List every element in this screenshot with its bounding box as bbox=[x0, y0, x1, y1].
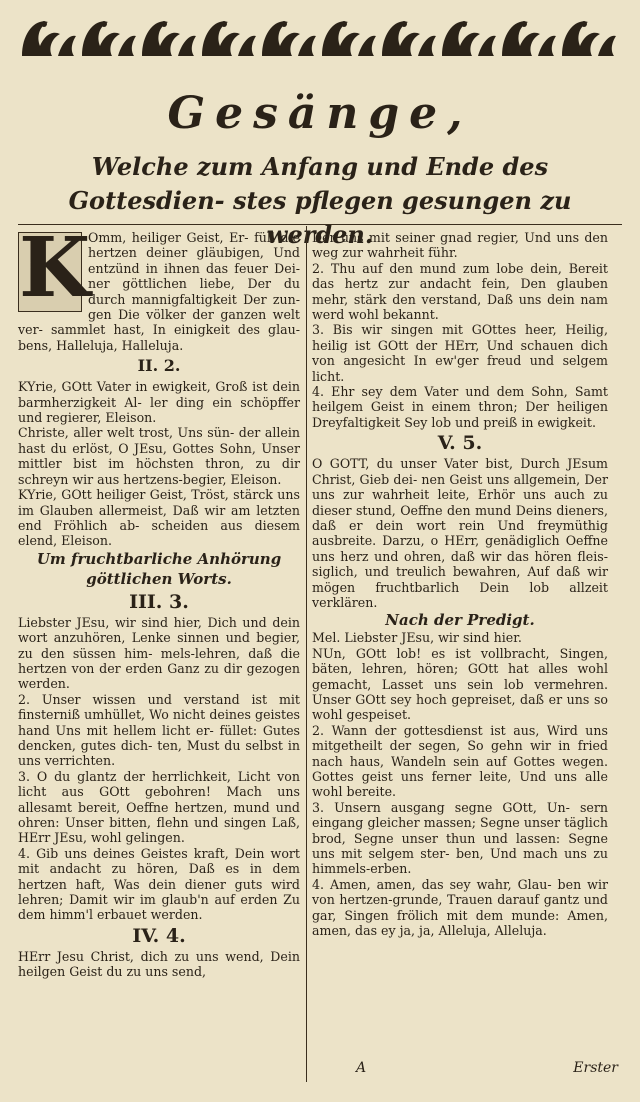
page-footer bbox=[312, 1060, 618, 1084]
hymn-5-text: O GOTT, du unser Vater bist, Durch JEsum Christ, Gieb dei- nen Geist uns allgemein, Der uns zur wahrheit leite, Erhör uns auch zu dieser stund, Oeffne den mund Deins dieners, daß er dein wort rein Und freymüthig ausbreite. Darzu, o HErr, genädiglich Oeffne uns herz und ohren, daß wir das hören fleis- siglich, und treulich bewahren, Auf daß wir mögen fruchtbarlich Dein lob allzeit verklären. bbox=[312, 456, 608, 610]
hymn-3-verse-1: Liebster JEsu, wir sind hier, Dich und dein wort anzuhören, Lenke sinnen und begier, zu den süssen him- mels-lehren, daß die hertzen von der erden Ganz zu dir gezogen werden. bbox=[18, 614, 300, 692]
hymn-2-verse-2: Christe, aller welt trost, Uns sün- der allein hast du erlöst, O JEsu, Gottes Sohn, Unser mittler bist im höchsten thron, zu dir schreyn wir aus hertzens-begier, Eleison. bbox=[18, 425, 300, 487]
hymn-6-verse-2: 2. Wann der gottesdienst ist aus, Wird uns mitgetheilt der segen, So gehn wir in fried nach haus, Wandeln sein auf Gottes wegen. Gottes geist uns ferner leite, Und uns alle wohl bereite. bbox=[312, 722, 608, 800]
signature-mark: A bbox=[356, 1060, 367, 1076]
page-title: Gesänge, bbox=[167, 88, 473, 139]
column-divider bbox=[306, 226, 307, 1082]
hymn-2-verse-3: KYrie, GOtt heiliger Geist, Tröst, stärck uns im Glauben allermeist, Daß wir am letzten end Fröhlich ab- scheiden aus diesem elend, Eleison. bbox=[18, 487, 300, 549]
hymn-6-verse-3: 3. Unsern ausgang segne GOtt, Un- sern eingang gleicher massen; Segne unser täglich brod, Segne unser thun und lassen: Segne uns mit selgem ster- ben, Und mach uns zu himmels-erben. bbox=[312, 799, 608, 877]
catchword: Erster bbox=[573, 1060, 618, 1076]
hymn-4-verse-3: 3. Bis wir singen mit GOttes heer, Heilig, heilig ist GOtt der HErr, Und schauen dich von angesicht In ew'ger freud und selgem licht. bbox=[312, 322, 608, 384]
hymn-3-verse-3: 3. O du glantz der herrlichkeit, Licht von licht aus GOtt gebohren! Mach uns allesamt bereit, Oeffne hertzen, mund und ohren: Unser bitten, flehn und singen Laß, HErr JEsu, wohl gelingen. bbox=[18, 768, 300, 846]
hymn-3-heading: III. 3. bbox=[129, 590, 189, 613]
hymn-4-heading: IV. 4. bbox=[132, 924, 186, 947]
left-column bbox=[18, 220, 300, 980]
hymn-3-verse-2: 2. Unser wissen und verstand ist mit finsterniß umhüllet, Wo nicht deines geistes hand Uns mit hellem licht er- füllet: Gutes dencken, gutes dich- ten, Must du selbst in uns verrichten. bbox=[18, 691, 300, 769]
hymn-2-heading: II. 2. bbox=[137, 356, 181, 376]
hymn-4-cont: Der uns mit seiner gnad regier, Und uns den weg zur wahrheit führ. bbox=[312, 230, 608, 261]
hymn-2-verse-1: KYrie, GOtt Vater in ewigkeit, Groß ist dein barmherzigkeit Al- ler ding ein schöpffer und regierer, Eleison. bbox=[18, 379, 300, 426]
hymn-4-verse-2: 2. Thu auf den mund zum lobe dein, Bereit das hertz zur andacht fein, Den glauben mehr, stärk den verstand, Daß uns dein nam werd wohl bekannt. bbox=[312, 260, 608, 323]
hymn-6-verse-1: NUn, GOtt lob! es ist vollbracht, Singen, bäten, lehren, hören; GOtt hat alles wohl gemacht, Lasset uns sein lob vermehren. Unser GOtt sey hoch gepreiset, daß er uns so wohl gespeiset. bbox=[312, 645, 608, 723]
section-heading: Um fruchtbarliche Anhörung göttlichen Worts. bbox=[36, 549, 282, 588]
hymn-4-verse-4: 4. Ehr sey dem Vater und dem Sohn, Samt heilgem Geist in einem thron; Der heiligen Dreyfaltigkeit Sey lob und preiß in ewigkeit. bbox=[312, 384, 608, 430]
hymn-1-text: Omm, heiliger Geist, Er- füll die hertzen deiner gläubigen, Und entzünd in ihnen das feuer Dei- ner göttlichen liebe, Der du durch mannigfaltigkeit Der zun- gen Die völker der ganzen welt ver- sammlet hast, In einigkeit des glau- bens, Halleluja, Halleluja. bbox=[18, 230, 300, 353]
page-subtitle: Welche zum Anfang und Ende des Gottesdien- stes pflegen gesungen zu werden. bbox=[68, 152, 572, 249]
header-rule bbox=[18, 224, 622, 225]
drop-cap: K bbox=[19, 220, 91, 316]
hymn-6-verse-4: 4. Amen, amen, das sey wahr, Glau- ben wir von hertzen-grunde, Trauen darauf gantz und gar, Singen frölich mit dem munde: Amen, amen, das ey ja, ja, Alleluja, Alleluja. bbox=[312, 876, 608, 939]
after-sermon-heading: Nach der Predigt. bbox=[385, 611, 535, 630]
hymn-4-verse-1: HErr Jesu Christ, dich zu uns wend, Dein heilgen Geist du zu uns send, bbox=[18, 948, 300, 980]
hymn-3-verse-4: 4. Gib uns deines Geistes kraft, Dein wort mit andacht zu hören, Daß es in dem hertzen haft, Was dein diener guts wird lehren; Damit wir im glaub'n auf erden Zu dem himm'l erbauet werden. bbox=[18, 845, 300, 923]
ornamental-header-border bbox=[18, 12, 622, 64]
right-column bbox=[312, 230, 608, 938]
melody-note: Mel. Liebster JEsu, wir sind hier. bbox=[312, 630, 522, 646]
hymn-5-heading: V. 5. bbox=[437, 432, 483, 455]
